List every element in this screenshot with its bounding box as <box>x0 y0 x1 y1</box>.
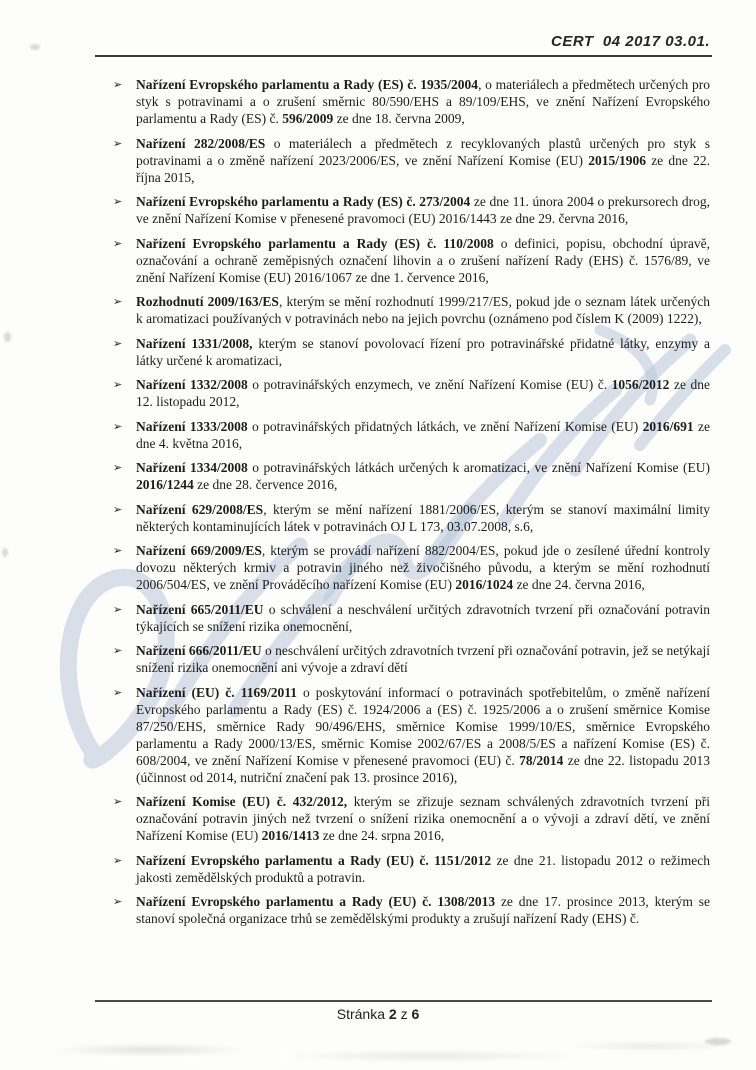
regulation-item <box>113 135 710 186</box>
regulation-text: Nařízení 629/2008/ES, kterým se mění nařízení 1881/2006/ES, kterým se stanoví maximální limity některých kontaminujících látek v potravinách OJ L 173, 03.07.2008, s.6, <box>136 501 710 534</box>
arrowhead-bullet-icon: ➢ <box>113 378 123 391</box>
arrowhead-bullet-icon: ➢ <box>113 336 123 350</box>
arrowhead-bullet-icon: ➢ <box>113 853 123 867</box>
arrowhead-bullet-icon: ➢ <box>113 895 123 908</box>
regulation-item <box>113 642 710 676</box>
arrowhead-bullet-icon: ➢ <box>113 461 123 474</box>
regulation-item <box>113 501 710 535</box>
arrowhead-bullet-icon: ➢ <box>113 544 123 557</box>
scan-speck <box>30 44 40 50</box>
arrowhead-bullet-icon: ➢ <box>113 195 123 208</box>
regulation-text: Nařízení Evropského parlamentu a Rady (EU) č. 1151/2012 ze dne 21. listopadu 2012 o režimech jakosti zemědělských produktů a potravin. <box>136 852 710 885</box>
arrowhead-bullet-icon: ➢ <box>113 236 123 250</box>
regulation-item <box>113 418 710 452</box>
regulation-text: Nařízení Evropského parlamentu a Rady (EU) č. 1308/2013 ze dne 17. prosince 2013, kterým se stanoví společná organizace trhů se zemědělskými produkty a zrušují nařízení Rady (EHS) č. <box>136 894 710 926</box>
arrowhead-bullet-icon: ➢ <box>113 295 123 308</box>
regulation-item <box>113 893 710 927</box>
arrowhead-bullet-icon: ➢ <box>113 644 123 657</box>
arrowhead-bullet-icon: ➢ <box>113 795 123 808</box>
regulation-item <box>113 793 710 844</box>
regulation-text: Nařízení (EU) č. 1169/2011 o poskytování informací o potravinách spotřebitelům, o změně nařízení Evropského parlamentu a Rady (ES) č. 1924/2006 a (ES) č. 1925/2006 a o zrušení směrnice Komise 87/250/EHS, směrnice Rady 90/496/EHS, směrnice Komise 1999/10/ES, směrnice Evropského parlamentu a Rady 2000/13/ES, směrnic Komise 2002/67/ES a 2008/5/ES a nařízení Komise (ES) č. 608/2004, ve znění Nařízení Komise v přenesené pravomoci (EU) č. 78/2014 ze dne 22. listopadu 2013 (účinnost od 2014, nutriční značení pak 13. prosince 2016), <box>136 684 710 785</box>
regulation-text: Nařízení 1331/2008, kterým se stanoví povolovací řízení pro potravinářské přidatné látky, enzymy a látky určené k aromatizaci, <box>136 335 710 368</box>
regulation-text: Nařízení Evropského parlamentu a Rady (ES) č. 273/2004 ze dne 11. února 2004 o prekursorech drog, ve znění Nařízení Komise v přenesené pravomoci (EU) 2016/1443 ze dne 29. června 2016, <box>136 194 710 226</box>
arrowhead-bullet-icon: ➢ <box>113 602 123 616</box>
regulation-item <box>113 293 710 327</box>
regulation-item <box>113 459 710 493</box>
regulation-item <box>113 76 710 127</box>
document-body <box>113 76 710 935</box>
of-word: z <box>400 1006 408 1022</box>
regulation-text: Nařízení Komise (EU) č. 432/2012, kterým se zřizuje seznam schválených zdravotních tvrzení při označování potravin jiných než tvrzení o snížení rizika onemocnění a o vývoji a zdraví dětí, ve znění Nařízení Komise (EU) 2016/1413 ze dne 24. srpna 2016, <box>136 794 710 843</box>
scan-speck <box>2 548 8 557</box>
arrowhead-bullet-icon: ➢ <box>113 685 123 699</box>
regulation-text: Nařízení Evropského parlamentu a Rady (ES) č. 110/2008 o definici, popisu, obchodní úpravě, označování a ochraně zeměpisných označení lihovin a o zrušení nařízení Rady (EHS) č. 1576/89, ve znění Nařízení Komise (EU) 2016/1067 ze dne 1. července 2016, <box>136 235 711 285</box>
page-number-label <box>0 1006 756 1022</box>
regulation-item <box>113 852 710 886</box>
regulation-item <box>113 542 710 593</box>
regulation-text: Nařízení 666/2011/EU o neschválení určitých zdravotních tvrzení při označování potravin, jež se netýkají snížení rizika onemocnění ani vývoje a zdraví dětí <box>136 643 710 675</box>
regulation-text: Nařízení 669/2009/ES, kterým se provádí nařízení 882/2004/ES, pokud jde o zesílené úřední kontroly dovozu některých krmiv a potravin jiného než živočišného původu, a kterým se mění rozhodnutí 2006/504/ES, ve znění Prováděcího nařízení Komise (EU) 2016/1024 ze dne 24. června 2016, <box>136 543 710 592</box>
current-page-number: 2 <box>388 1006 397 1022</box>
regulation-text: Rozhodnutí 2009/163/ES, kterým se mění rozhodnutí 1999/217/ES, pokud jde o seznam látek určených k aromatizaci používaných v potravinách nebo na jejich povrchu (oznámeno pod číslem K (2009) 1222), <box>136 294 710 326</box>
header-divider <box>95 55 712 57</box>
arrowhead-bullet-icon: ➢ <box>113 502 123 516</box>
regulation-text: Nařízení 282/2008/ES o materiálech a předmětech z recyklovaných plastů určených pro styk s potravinami a o změně nařízení 2023/2006/ES, ve znění Nařízení Komise (EU) 2015/1906 ze dne 22. října 2015, <box>136 135 711 185</box>
regulation-text: Nařízení 665/2011/EU o schválení a neschválení určitých zdravotních tvrzení při označování potravin týkajících se snížení rizika onemocnění, <box>136 601 710 634</box>
regulation-item <box>113 193 710 227</box>
page-word: Stránka <box>336 1006 385 1022</box>
arrowhead-bullet-icon: ➢ <box>113 136 123 150</box>
regulation-text: Nařízení 1334/2008 o potravinářských látkách určených k aromatizaci, ve znění Nařízení Komise (EU) 2016/1244 ze dne 28. července 2016, <box>136 460 710 492</box>
regulation-item <box>113 235 710 286</box>
page-footer <box>0 1000 756 1070</box>
scan-speck <box>4 332 11 342</box>
arrowhead-bullet-icon: ➢ <box>113 78 123 91</box>
regulation-text: Nařízení Evropského parlamentu a Rady (ES) č. 1935/2004, o materiálech a předmětech určených pro styk s potravinami a o zrušení směrnic 80/590/EHS a 89/109/EHS, ve znění Nařízení Evropského parlamentu a Rady (ES) č. 596/2009 ze dne 18. června 2009, <box>136 77 710 126</box>
total-pages-number: 6 <box>411 1006 420 1022</box>
regulation-text: Nařízení 1332/2008 o potravinářských enzymech, ve znění Nařízení Komise (EU) č. 1056/2012 ze dne 12. listopadu 2012, <box>136 377 710 409</box>
regulation-item <box>113 376 710 410</box>
regulation-text: Nařízení 1333/2008 o potravinářských přidatných látkách, ve znění Nařízení Komise (EU) 2016/691 ze dne 4. května 2016, <box>136 418 710 451</box>
regulation-item <box>113 601 710 635</box>
footer-divider <box>95 1000 712 1002</box>
arrowhead-bullet-icon: ➢ <box>113 419 123 433</box>
regulation-list <box>113 76 710 927</box>
regulation-item <box>113 335 710 369</box>
regulation-item <box>113 684 710 786</box>
document-code: CERT 04 2017 03.01. <box>551 33 710 50</box>
